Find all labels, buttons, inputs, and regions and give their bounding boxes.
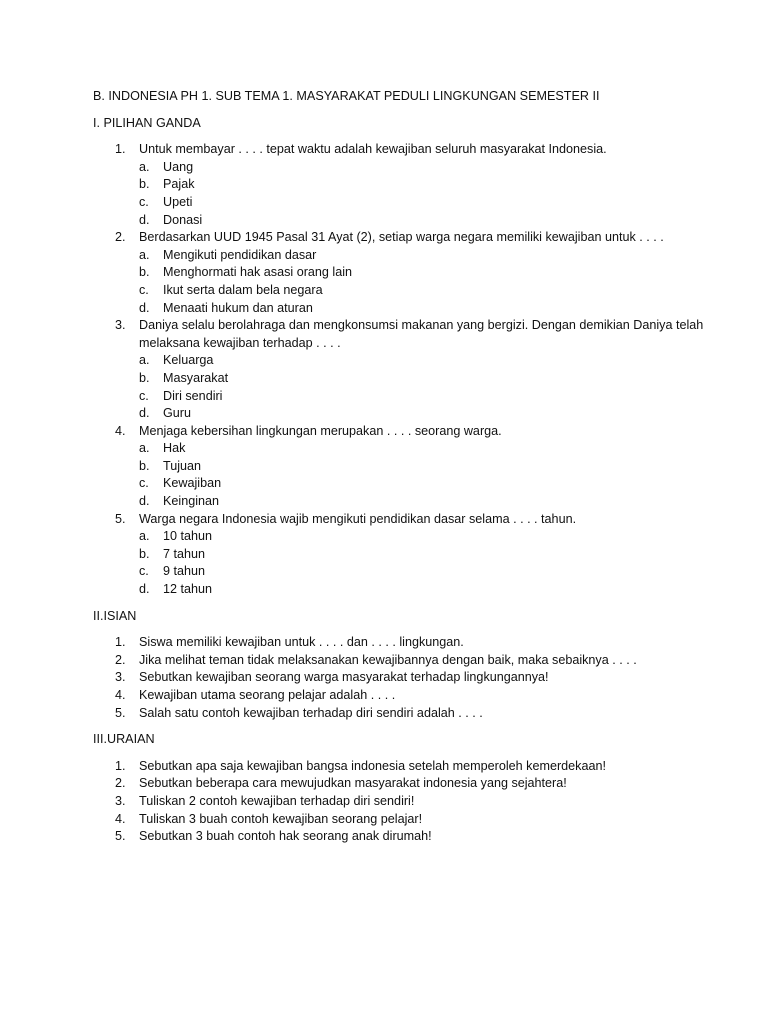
essay-list bbox=[93, 758, 708, 846]
option-item bbox=[139, 440, 708, 458]
item-number: 3. bbox=[115, 793, 126, 808]
item-number: 4. bbox=[115, 688, 126, 702]
option-text: Keluarga bbox=[163, 353, 214, 368]
list-item bbox=[93, 652, 708, 670]
option-letter: c. bbox=[139, 564, 149, 579]
item-number: 2. bbox=[115, 652, 126, 667]
option-item bbox=[139, 352, 708, 370]
item-number: 5. bbox=[115, 829, 126, 844]
option-letter: d. bbox=[139, 300, 150, 315]
question-text: Berdasarkan UUD 1945 Pasal 31 Ayat (2), setiap warga negara memiliki kewajiban untuk . . . . bbox=[139, 230, 664, 245]
multiple-choice-list bbox=[93, 141, 708, 598]
option-text: Menghormati hak asasi orang lain bbox=[163, 265, 353, 280]
option-letter: a. bbox=[139, 441, 150, 456]
option-letter: c. bbox=[139, 388, 149, 403]
item-text: Siswa memiliki kewajiban untuk . . . . dan . . . . lingkungan. bbox=[139, 635, 464, 650]
option-item bbox=[139, 493, 708, 511]
option-item bbox=[139, 300, 708, 318]
list-item bbox=[93, 669, 708, 687]
item-number: 4. bbox=[115, 811, 126, 826]
option-text: Ikut serta dalam bela negara bbox=[163, 282, 323, 297]
option-letter: c. bbox=[139, 476, 149, 491]
option-list bbox=[139, 247, 708, 317]
item-text: Salah satu contoh kewajiban terhadap diri sendiri adalah . . . . bbox=[139, 705, 483, 720]
option-letter: d. bbox=[139, 582, 150, 597]
section-heading-isian: II.ISIAN bbox=[93, 608, 137, 623]
option-item bbox=[139, 458, 708, 476]
item-number: 3. bbox=[115, 670, 126, 685]
list-item bbox=[93, 687, 708, 705]
option-letter: b. bbox=[139, 370, 150, 385]
question-item bbox=[93, 423, 708, 511]
question-number: 4. bbox=[115, 423, 126, 438]
question-item bbox=[93, 511, 708, 599]
question-text: Warga negara Indonesia wajib mengikuti pendidikan dasar selama . . . . tahun. bbox=[139, 511, 577, 526]
item-text: Tuliskan 3 buah contoh kewajiban seorang pelajar! bbox=[139, 811, 423, 826]
option-text: 7 tahun bbox=[163, 546, 206, 561]
option-item bbox=[139, 405, 708, 423]
option-item bbox=[139, 528, 708, 546]
option-letter: a. bbox=[139, 353, 150, 368]
option-item bbox=[139, 247, 708, 265]
item-text: Sebutkan kewajiban seorang warga masyarakat terhadap lingkungannya! bbox=[139, 670, 549, 685]
question-number: 3. bbox=[115, 318, 126, 333]
option-text: 10 tahun bbox=[163, 529, 213, 544]
option-item bbox=[139, 212, 708, 230]
option-text: Tujuan bbox=[163, 458, 202, 473]
section-heading-pilihan-ganda: I. PILIHAN GANDA bbox=[93, 115, 201, 130]
question-item bbox=[93, 317, 708, 423]
item-number: 1. bbox=[115, 758, 126, 773]
option-letter: d. bbox=[139, 406, 150, 421]
question-item bbox=[93, 141, 708, 229]
question-number: 5. bbox=[115, 511, 126, 526]
option-text: Masyarakat bbox=[163, 370, 229, 385]
list-item bbox=[93, 775, 708, 793]
item-number: 5. bbox=[115, 705, 126, 720]
option-item bbox=[139, 194, 708, 212]
option-letter: a. bbox=[139, 529, 150, 544]
item-text: Sebutkan apa saja kewajiban bangsa indonesia setelah memperoleh kemerdekaan! bbox=[139, 758, 606, 773]
option-text: Uang bbox=[163, 159, 194, 174]
option-text: Hak bbox=[163, 441, 186, 456]
question-text: Daniya selalu berolahraga dan mengkonsumsi makanan yang bergizi. Dengan demikian Daniya telah melaksana kewajiban terhadap . . . . bbox=[139, 318, 704, 350]
option-list bbox=[139, 159, 708, 229]
option-item bbox=[139, 388, 708, 406]
list-item bbox=[93, 705, 708, 723]
option-item bbox=[139, 563, 708, 581]
option-text: 9 tahun bbox=[163, 564, 206, 579]
option-text: Menaati hukum dan aturan bbox=[163, 300, 313, 315]
option-text: Donasi bbox=[163, 212, 203, 227]
question-item bbox=[93, 229, 708, 317]
item-text: Sebutkan beberapa cara mewujudkan masyarakat indonesia yang sejahtera! bbox=[139, 776, 567, 791]
item-text: Sebutkan 3 buah contoh hak seorang anak dirumah! bbox=[139, 829, 432, 844]
list-item bbox=[93, 811, 708, 829]
option-item bbox=[139, 282, 708, 300]
option-item bbox=[139, 546, 708, 564]
option-letter: b. bbox=[139, 177, 150, 192]
list-item bbox=[93, 828, 708, 846]
item-text: Jika melihat teman tidak melaksanakan kewajibannya dengan baik, maka sebaiknya . . . . bbox=[139, 652, 637, 667]
option-item bbox=[139, 176, 708, 194]
option-text: Upeti bbox=[163, 194, 193, 209]
option-letter: b. bbox=[139, 546, 150, 561]
list-item bbox=[93, 793, 708, 811]
option-letter: d. bbox=[139, 494, 150, 509]
list-item bbox=[93, 758, 708, 776]
option-letter: c. bbox=[139, 194, 149, 209]
item-text: Kewajiban utama seorang pelajar adalah . . . . bbox=[139, 688, 396, 702]
option-item bbox=[139, 370, 708, 388]
option-list bbox=[139, 440, 708, 510]
question-text: Untuk membayar . . . . tepat waktu adalah kewajiban seluruh masyarakat Indonesia. bbox=[139, 142, 607, 157]
item-number: 1. bbox=[115, 635, 126, 650]
option-text: Keinginan bbox=[163, 494, 220, 509]
section-heading-uraian: III.URAIAN bbox=[93, 732, 155, 747]
option-text: Mengikuti pendidikan dasar bbox=[163, 247, 317, 262]
option-letter: d. bbox=[139, 212, 150, 227]
option-text: 12 tahun bbox=[163, 582, 213, 597]
option-text: Pajak bbox=[163, 177, 195, 192]
list-item bbox=[93, 634, 708, 652]
item-number: 2. bbox=[115, 776, 126, 791]
option-text: Kewajiban bbox=[163, 476, 222, 491]
question-text: Menjaga kebersihan lingkungan merupakan . . . . seorang warga. bbox=[139, 423, 502, 438]
option-list bbox=[139, 528, 708, 598]
option-item bbox=[139, 159, 708, 177]
option-item bbox=[139, 264, 708, 282]
option-list bbox=[139, 352, 708, 422]
fill-in-list bbox=[93, 634, 708, 722]
option-item bbox=[139, 581, 708, 599]
option-letter: c. bbox=[139, 282, 149, 297]
option-text: Diri sendiri bbox=[163, 388, 223, 403]
document-title: B. INDONESIA PH 1. SUB TEMA 1. MASYARAKAT PEDULI LINGKUNGAN SEMESTER II bbox=[93, 89, 600, 103]
option-letter: a. bbox=[139, 159, 150, 174]
item-text: Tuliskan 2 contoh kewajiban terhadap diri sendiri! bbox=[139, 793, 415, 808]
question-number: 1. bbox=[115, 142, 126, 157]
option-letter: b. bbox=[139, 265, 150, 280]
option-letter: a. bbox=[139, 247, 150, 262]
option-letter: b. bbox=[139, 458, 150, 473]
option-text: Guru bbox=[163, 406, 191, 421]
question-number: 2. bbox=[115, 230, 126, 245]
option-item bbox=[139, 475, 708, 493]
